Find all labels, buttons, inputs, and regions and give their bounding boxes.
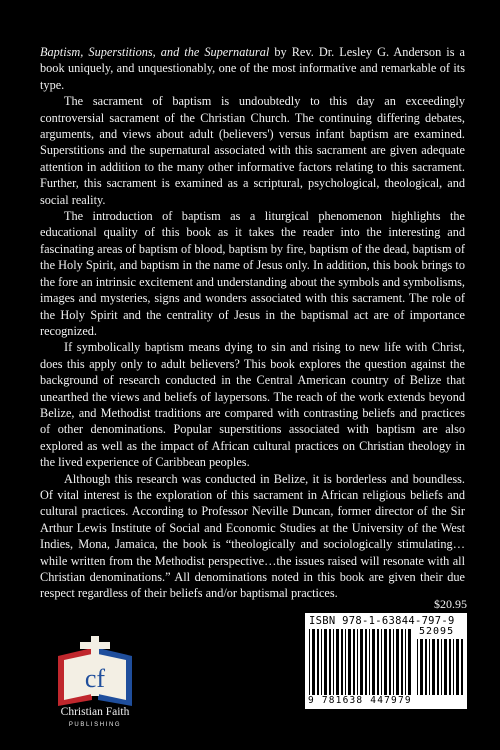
barcode-bar [461, 639, 463, 695]
blurb-paragraph-1 [40, 44, 465, 93]
barcode-bar [321, 629, 322, 695]
barcode-bar [389, 629, 391, 695]
barcode-bar [317, 629, 319, 695]
publisher-name: Christian Faith [60, 706, 130, 718]
barcode-bar [432, 639, 435, 695]
barcode-bar [444, 639, 447, 695]
blurb-paragraph-1-rest: by Rev. Dr. Lesley G. Anderson is a book uniquely, and unquestionably, one of the most informative and remarkable of its type. [40, 45, 465, 92]
barcode-bar [312, 629, 315, 695]
isbn-barcode [305, 613, 467, 709]
barcode-bar [429, 639, 430, 695]
barcode-bar [393, 629, 394, 695]
blurb-paragraph-4: If symbolically baptism means dying to sin and rising to new life with Christ, does this apply only to adult believers? This book explores the question against the background of research conducted in the Central American country of Belize that unearthed the views and beliefs of laypersons. The reach of the work extends beyond Belize, and Methodist traditions are compared with contrasting beliefs and practices of other denominations. Popular superstitions associated with baptism are also explored as well as the impact of African cultural practices on Christian theology in the lived experience of Caribbean peoples. [40, 340, 465, 470]
price-addon-digits: 52095 [419, 626, 455, 637]
publisher-subtitle: PUBLISHING [68, 722, 122, 728]
barcode-bar [324, 629, 327, 695]
barcode-bar [348, 629, 351, 695]
ean-barcode-bars [309, 629, 413, 695]
logo-letters: cf [84, 664, 106, 693]
blurb-paragraph-5: Although this research was conducted in Belize, it is borderless and boundless. Of vital interest is the exploration of this sacrament in African religious beliefs and cultural practices. According to Professor Neville Duncan, former director of the Sir Arthur Lewis Institute of Social and Economic Studies at the University of the West Indies, Mona, Jamaica, the book is “theologically and sociologically stimulating…while written from the Methodist perspective…the issues raised will resonate with all Christian denominations.” All denominations noted in this book are given their due respect regardless of their beliefs and/or baptismal practices. [40, 471, 465, 601]
barcode-bar [405, 629, 406, 695]
barcode-bar [377, 629, 379, 695]
barcode-bar [453, 639, 454, 695]
barcode-bar [369, 629, 370, 695]
barcode-bar [441, 639, 442, 695]
barcode-bar [345, 629, 346, 695]
blurb-paragraph-2: The sacrament of baptism is undoubtedly to this day an exceedingly controversial sacrament of the Christian Church. The continuing differing debates, arguments, and views about adult (believers') versus infant baptism are examined. Superstitions and the supernatural associated with this sacrament are given adequate attention in addition to the many other informative factors relating to this sacrament. Further, this sacrament is examined as a scriptural, psychological, theological, and social reality. [40, 94, 465, 207]
blurb-paragraph-3: The introduction of baptism as a liturgical phenomenon highlights the educational quality of this book as it takes the reader into the interesting and fascinating areas of baptism of blood, baptism by fire, baptism of the dead, baptism of the Holy Spirit, and baptism in the name of Jesus only. In addition, this book brings to the fore an intrinsic excitement and understanding about the symbols and symbolisms, images and mysteries, signs and wonders associated with this sacrament. The role of the Holy Spirit and the centrality of Jesus in the baptismal act are of importance recognized. [40, 209, 465, 338]
back-cover-blurb [40, 44, 465, 602]
barcode-bar [360, 629, 363, 695]
barcode-bar [408, 629, 411, 695]
barcode-bar [420, 639, 423, 695]
barcode-bar [333, 629, 334, 695]
barcode-bar [401, 629, 403, 695]
price: $20.95 [434, 597, 467, 611]
barcode-bar [449, 639, 451, 695]
barcode-bar [357, 629, 358, 695]
barcode-bar [384, 629, 387, 695]
barcode-bar [456, 639, 459, 695]
barcode-bar [417, 639, 418, 695]
barcode-bar [437, 639, 439, 695]
barcode-bar [381, 629, 382, 695]
barcode-bar [341, 629, 343, 695]
barcode-bar [365, 629, 367, 695]
book-title: Baptism, Superstitions, and the Supernatural [40, 45, 270, 59]
addon-barcode-bars [417, 639, 463, 695]
barcode-bar [372, 629, 375, 695]
barcode-bar [425, 639, 427, 695]
ean-digits: 9 781638 447979 [308, 695, 412, 706]
barcode-bar [353, 629, 355, 695]
isbn-label: ISBN 978-1-63844-797-9 [309, 615, 455, 627]
barcode-bar [396, 629, 399, 695]
barcode-bar [329, 629, 331, 695]
barcode-bar [336, 629, 339, 695]
barcode-bar [309, 629, 310, 695]
